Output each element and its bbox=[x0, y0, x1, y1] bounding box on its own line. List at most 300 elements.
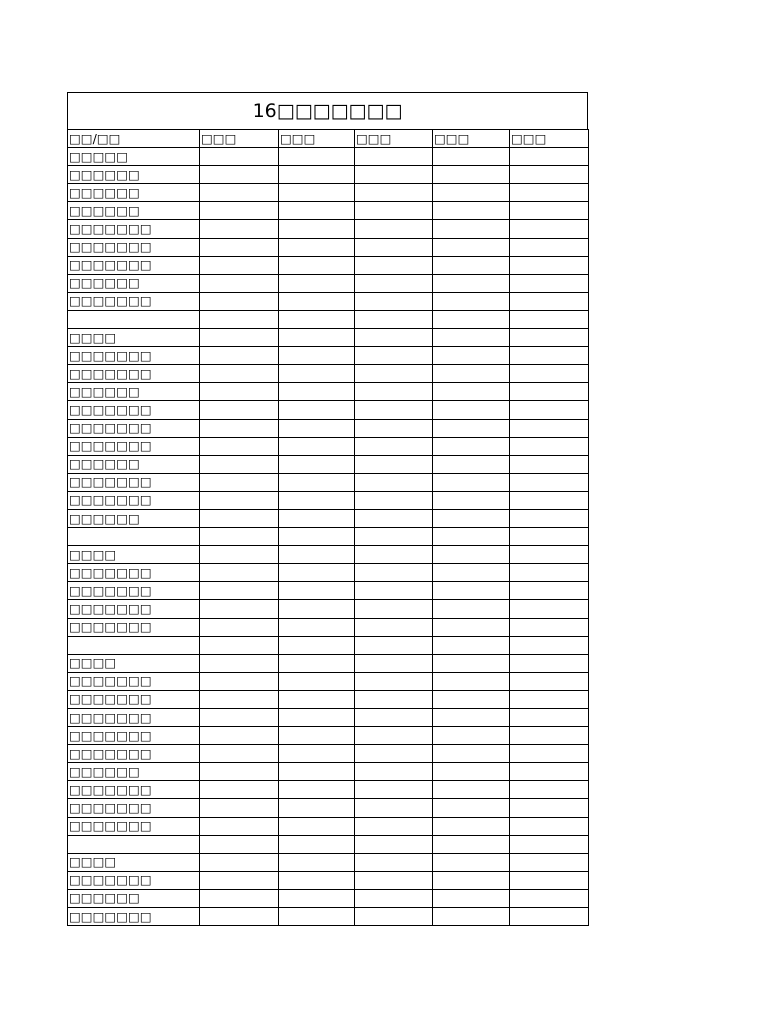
table-row bbox=[68, 491, 589, 509]
table-cell[interactable] bbox=[200, 690, 279, 708]
table-row bbox=[68, 817, 589, 835]
table-cell[interactable] bbox=[200, 889, 279, 907]
table-cell[interactable] bbox=[433, 292, 510, 310]
table-cell[interactable] bbox=[355, 292, 433, 310]
table-cell[interactable] bbox=[433, 202, 510, 220]
table-cell[interactable] bbox=[433, 546, 510, 564]
table-row bbox=[68, 799, 589, 817]
table-cell[interactable] bbox=[433, 509, 510, 527]
table-cell[interactable] bbox=[279, 871, 355, 889]
table-cell[interactable] bbox=[433, 908, 510, 926]
table-cell[interactable] bbox=[200, 908, 279, 926]
table-cell[interactable] bbox=[355, 564, 433, 582]
table-cell[interactable] bbox=[279, 690, 355, 708]
table-cell[interactable] bbox=[433, 636, 510, 654]
table-cell[interactable] bbox=[355, 582, 433, 600]
table-cell[interactable] bbox=[510, 401, 589, 419]
table-cell[interactable] bbox=[433, 401, 510, 419]
table-row bbox=[68, 220, 589, 238]
table-cell[interactable] bbox=[279, 528, 355, 546]
table-cell[interactable] bbox=[279, 908, 355, 926]
table-cell[interactable] bbox=[200, 853, 279, 871]
table-cell[interactable] bbox=[355, 419, 433, 437]
table-cell[interactable] bbox=[510, 383, 589, 401]
table-cell[interactable] bbox=[279, 781, 355, 799]
table-cell[interactable] bbox=[510, 148, 589, 166]
header-cell[interactable]: □□□ bbox=[355, 130, 433, 148]
table-cell[interactable] bbox=[433, 148, 510, 166]
table-cell[interactable] bbox=[355, 437, 433, 455]
row-label-cell[interactable]: □□□□□□ bbox=[68, 202, 200, 220]
table-cell[interactable] bbox=[433, 473, 510, 491]
row-label-cell[interactable]: □□□□□□ bbox=[68, 763, 200, 781]
table-cell[interactable] bbox=[200, 654, 279, 672]
table-cell[interactable] bbox=[510, 184, 589, 202]
row-label-cell[interactable]: □□□□□□□ bbox=[68, 709, 200, 727]
table-cell[interactable] bbox=[510, 455, 589, 473]
table-cell[interactable] bbox=[279, 166, 355, 184]
row-label-cell[interactable]: □□□□□□ bbox=[68, 455, 200, 473]
table-cell[interactable] bbox=[200, 329, 279, 347]
table-cell[interactable] bbox=[279, 401, 355, 419]
table-cell[interactable] bbox=[433, 781, 510, 799]
row-label-cell[interactable]: □□□□□ bbox=[68, 148, 200, 166]
table-cell[interactable] bbox=[200, 166, 279, 184]
table-cell[interactable] bbox=[279, 491, 355, 509]
table-cell[interactable] bbox=[510, 889, 589, 907]
table-cell[interactable] bbox=[355, 256, 433, 274]
header-cell[interactable]: □□/□□ bbox=[68, 130, 200, 148]
table-cell[interactable] bbox=[510, 835, 589, 853]
row-label-cell[interactable]: □□□□□□□ bbox=[68, 745, 200, 763]
table-row bbox=[68, 618, 589, 636]
row-label-cell[interactable]: □□□□□□□ bbox=[68, 600, 200, 618]
table-row bbox=[68, 365, 589, 383]
table-cell[interactable] bbox=[510, 582, 589, 600]
table-row bbox=[68, 473, 589, 491]
table-cell[interactable] bbox=[510, 256, 589, 274]
row-label-cell[interactable]: □□□□ bbox=[68, 853, 200, 871]
table-cell[interactable] bbox=[433, 184, 510, 202]
table-cell[interactable] bbox=[433, 618, 510, 636]
table-row bbox=[68, 528, 589, 546]
table-row bbox=[68, 383, 589, 401]
table-cell[interactable] bbox=[510, 709, 589, 727]
table-cell[interactable] bbox=[510, 799, 589, 817]
table-row bbox=[68, 745, 589, 763]
table-cell[interactable] bbox=[510, 220, 589, 238]
table-cell[interactable] bbox=[200, 709, 279, 727]
table-cell[interactable] bbox=[355, 853, 433, 871]
table-cell[interactable] bbox=[433, 690, 510, 708]
row-label-cell[interactable]: □□□□□□□ bbox=[68, 564, 200, 582]
table-cell[interactable] bbox=[200, 509, 279, 527]
sheet-title: 16□□□□□□□ bbox=[67, 92, 588, 129]
table-cell[interactable] bbox=[279, 256, 355, 274]
table-cell[interactable] bbox=[433, 799, 510, 817]
table-cell[interactable] bbox=[355, 636, 433, 654]
table-row bbox=[68, 709, 589, 727]
table-cell[interactable] bbox=[355, 709, 433, 727]
table-cell[interactable] bbox=[433, 745, 510, 763]
table-cell[interactable] bbox=[510, 347, 589, 365]
table-cell[interactable] bbox=[355, 546, 433, 564]
row-label-cell[interactable]: □□□□□□□ bbox=[68, 292, 200, 310]
table-cell[interactable] bbox=[355, 799, 433, 817]
table-row bbox=[68, 329, 589, 347]
table-row bbox=[68, 256, 589, 274]
table-cell[interactable] bbox=[355, 908, 433, 926]
header-cell[interactable]: □□□ bbox=[433, 130, 510, 148]
table-cell[interactable] bbox=[200, 310, 279, 328]
table-cell[interactable] bbox=[433, 419, 510, 437]
table-cell[interactable] bbox=[279, 546, 355, 564]
table-cell[interactable] bbox=[200, 781, 279, 799]
table-cell[interactable] bbox=[433, 564, 510, 582]
table-cell[interactable] bbox=[200, 437, 279, 455]
table-cell[interactable] bbox=[510, 274, 589, 292]
row-label-cell[interactable] bbox=[68, 835, 200, 853]
table-cell[interactable] bbox=[510, 745, 589, 763]
table-cell[interactable] bbox=[510, 546, 589, 564]
table-cell[interactable] bbox=[433, 853, 510, 871]
table-cell[interactable] bbox=[279, 654, 355, 672]
data-table bbox=[67, 129, 589, 926]
table-cell[interactable] bbox=[433, 582, 510, 600]
table-cell[interactable] bbox=[200, 799, 279, 817]
table-cell[interactable] bbox=[433, 817, 510, 835]
table-cell[interactable] bbox=[510, 473, 589, 491]
table-cell[interactable] bbox=[355, 889, 433, 907]
row-label-cell[interactable]: □□□□□□□ bbox=[68, 781, 200, 799]
table-cell[interactable] bbox=[279, 799, 355, 817]
table-cell[interactable] bbox=[200, 274, 279, 292]
table-cell[interactable] bbox=[279, 365, 355, 383]
table-cell[interactable] bbox=[510, 853, 589, 871]
table-row bbox=[68, 238, 589, 256]
table-cell[interactable] bbox=[510, 908, 589, 926]
header-row bbox=[68, 130, 589, 148]
table-cell[interactable] bbox=[510, 871, 589, 889]
table-row bbox=[68, 546, 589, 564]
table-row bbox=[68, 564, 589, 582]
table-cell[interactable] bbox=[433, 365, 510, 383]
table-cell[interactable] bbox=[200, 220, 279, 238]
row-label-cell[interactable]: □□□□□□□ bbox=[68, 672, 200, 690]
table-cell[interactable] bbox=[279, 763, 355, 781]
table-cell[interactable] bbox=[355, 184, 433, 202]
table-cell[interactable] bbox=[355, 781, 433, 799]
table-cell[interactable] bbox=[279, 274, 355, 292]
table-row bbox=[68, 781, 589, 799]
table-cell[interactable] bbox=[355, 148, 433, 166]
table-cell[interactable] bbox=[279, 564, 355, 582]
table-cell[interactable] bbox=[200, 636, 279, 654]
row-label-cell[interactable]: □□□□□□□ bbox=[68, 256, 200, 274]
table-row bbox=[68, 908, 589, 926]
table-cell[interactable] bbox=[355, 347, 433, 365]
table-cell[interactable] bbox=[433, 871, 510, 889]
table-cell[interactable] bbox=[355, 220, 433, 238]
table-cell[interactable] bbox=[510, 509, 589, 527]
table-cell[interactable] bbox=[433, 347, 510, 365]
table-row bbox=[68, 347, 589, 365]
table-cell[interactable] bbox=[433, 256, 510, 274]
table-cell[interactable] bbox=[510, 437, 589, 455]
table-cell[interactable] bbox=[510, 329, 589, 347]
table-cell[interactable] bbox=[279, 889, 355, 907]
table-cell[interactable] bbox=[279, 383, 355, 401]
table-cell[interactable] bbox=[279, 582, 355, 600]
table-cell[interactable] bbox=[510, 365, 589, 383]
table-cell[interactable] bbox=[433, 310, 510, 328]
table-cell[interactable] bbox=[279, 220, 355, 238]
row-label-cell[interactable]: □□□□□□□ bbox=[68, 365, 200, 383]
row-label-cell[interactable]: □□□□□□ bbox=[68, 889, 200, 907]
table-cell[interactable] bbox=[200, 365, 279, 383]
table-cell[interactable] bbox=[200, 817, 279, 835]
table-cell[interactable] bbox=[510, 618, 589, 636]
table-cell[interactable] bbox=[433, 455, 510, 473]
table-cell[interactable] bbox=[433, 274, 510, 292]
table-cell[interactable] bbox=[433, 329, 510, 347]
table-cell[interactable] bbox=[355, 727, 433, 745]
table-cell[interactable] bbox=[433, 654, 510, 672]
table-cell[interactable] bbox=[355, 455, 433, 473]
table-cell[interactable] bbox=[200, 871, 279, 889]
table-cell[interactable] bbox=[279, 329, 355, 347]
row-label-cell[interactable]: □□□□□□□ bbox=[68, 908, 200, 926]
table-cell[interactable] bbox=[279, 292, 355, 310]
table-cell[interactable] bbox=[200, 238, 279, 256]
row-label-cell[interactable]: □□□□□□ bbox=[68, 383, 200, 401]
table-cell[interactable] bbox=[355, 383, 433, 401]
table-cell[interactable] bbox=[510, 528, 589, 546]
table-cell[interactable] bbox=[433, 437, 510, 455]
table-cell[interactable] bbox=[279, 148, 355, 166]
table-cell[interactable] bbox=[433, 600, 510, 618]
table-cell[interactable] bbox=[510, 419, 589, 437]
table-cell[interactable] bbox=[200, 564, 279, 582]
table-cell[interactable] bbox=[510, 781, 589, 799]
table-cell[interactable] bbox=[200, 491, 279, 509]
table-cell[interactable] bbox=[510, 166, 589, 184]
table-cell[interactable] bbox=[279, 727, 355, 745]
table-row bbox=[68, 166, 589, 184]
table-cell[interactable] bbox=[279, 672, 355, 690]
table-cell[interactable] bbox=[279, 202, 355, 220]
table-cell[interactable] bbox=[200, 546, 279, 564]
table-cell[interactable] bbox=[510, 817, 589, 835]
header-cell[interactable]: □□□ bbox=[279, 130, 355, 148]
table-cell[interactable] bbox=[279, 600, 355, 618]
table-cell[interactable] bbox=[433, 889, 510, 907]
table-cell[interactable] bbox=[433, 727, 510, 745]
table-row bbox=[68, 889, 589, 907]
row-label-cell[interactable]: □□□□□□□ bbox=[68, 347, 200, 365]
table-cell[interactable] bbox=[200, 835, 279, 853]
table-cell[interactable] bbox=[510, 690, 589, 708]
table-row bbox=[68, 853, 589, 871]
table-cell[interactable] bbox=[433, 763, 510, 781]
table-row bbox=[68, 763, 589, 781]
table-cell[interactable] bbox=[279, 745, 355, 763]
table-cell[interactable] bbox=[200, 473, 279, 491]
row-label-cell[interactable]: □□□□□□□ bbox=[68, 618, 200, 636]
row-label-cell[interactable]: □□□□□□□ bbox=[68, 437, 200, 455]
header-cell[interactable]: □□□ bbox=[200, 130, 279, 148]
table-cell[interactable] bbox=[355, 817, 433, 835]
table-cell[interactable] bbox=[200, 184, 279, 202]
table-cell[interactable] bbox=[279, 618, 355, 636]
table-cell[interactable] bbox=[200, 401, 279, 419]
table-cell[interactable] bbox=[355, 654, 433, 672]
row-label-cell[interactable]: □□□□□□□ bbox=[68, 727, 200, 745]
row-label-cell[interactable]: □□□□□□□ bbox=[68, 799, 200, 817]
table-cell[interactable] bbox=[355, 509, 433, 527]
table-cell[interactable] bbox=[355, 871, 433, 889]
row-label-cell[interactable]: □□□□□□ bbox=[68, 184, 200, 202]
table-cell[interactable] bbox=[510, 292, 589, 310]
row-label-cell[interactable]: □□□□□□□ bbox=[68, 238, 200, 256]
table-cell[interactable] bbox=[279, 473, 355, 491]
table-cell[interactable] bbox=[355, 618, 433, 636]
table-cell[interactable] bbox=[200, 419, 279, 437]
table-row bbox=[68, 672, 589, 690]
table-row bbox=[68, 600, 589, 618]
table-cell[interactable] bbox=[355, 166, 433, 184]
table-cell[interactable] bbox=[355, 745, 433, 763]
table-cell[interactable] bbox=[433, 672, 510, 690]
table-cell[interactable] bbox=[355, 238, 433, 256]
table-cell[interactable] bbox=[510, 238, 589, 256]
table-cell[interactable] bbox=[279, 709, 355, 727]
table-cell[interactable] bbox=[200, 727, 279, 745]
table-cell[interactable] bbox=[200, 745, 279, 763]
table-cell[interactable] bbox=[510, 636, 589, 654]
table-cell[interactable] bbox=[200, 600, 279, 618]
table-cell[interactable] bbox=[433, 383, 510, 401]
table-cell[interactable] bbox=[355, 600, 433, 618]
table-row bbox=[68, 292, 589, 310]
table-cell[interactable] bbox=[279, 817, 355, 835]
table-row bbox=[68, 437, 589, 455]
table-cell[interactable] bbox=[510, 727, 589, 745]
table-cell[interactable] bbox=[200, 672, 279, 690]
table-cell[interactable] bbox=[510, 564, 589, 582]
table-cell[interactable] bbox=[355, 310, 433, 328]
table-cell[interactable] bbox=[433, 491, 510, 509]
table-cell[interactable] bbox=[279, 636, 355, 654]
row-label-cell[interactable] bbox=[68, 636, 200, 654]
table-cell[interactable] bbox=[355, 672, 433, 690]
table-cell[interactable] bbox=[355, 401, 433, 419]
table-cell[interactable] bbox=[279, 853, 355, 871]
table-cell[interactable] bbox=[510, 491, 589, 509]
table-cell[interactable] bbox=[355, 274, 433, 292]
table-cell[interactable] bbox=[355, 329, 433, 347]
row-label-cell[interactable]: □□□□ bbox=[68, 654, 200, 672]
row-label-cell[interactable]: □□□□ bbox=[68, 546, 200, 564]
table-cell[interactable] bbox=[510, 763, 589, 781]
row-label-cell[interactable]: □□□□□□□ bbox=[68, 871, 200, 889]
table-cell[interactable] bbox=[510, 202, 589, 220]
table-cell[interactable] bbox=[200, 383, 279, 401]
row-label-cell[interactable]: □□□□□□□ bbox=[68, 473, 200, 491]
table-cell[interactable] bbox=[510, 310, 589, 328]
table-cell[interactable] bbox=[510, 600, 589, 618]
row-label-cell[interactable]: □□□□□□□ bbox=[68, 690, 200, 708]
table-cell[interactable] bbox=[433, 220, 510, 238]
row-label-cell[interactable]: □□□□□□□ bbox=[68, 582, 200, 600]
table-cell[interactable] bbox=[355, 491, 433, 509]
table-cell[interactable] bbox=[279, 455, 355, 473]
row-label-cell[interactable]: □□□□□□□ bbox=[68, 220, 200, 238]
table-cell[interactable] bbox=[433, 528, 510, 546]
row-label-cell[interactable]: □□□□ bbox=[68, 329, 200, 347]
row-label-cell[interactable]: □□□□□□□ bbox=[68, 401, 200, 419]
table-row bbox=[68, 184, 589, 202]
table-cell[interactable] bbox=[279, 184, 355, 202]
table-cell[interactable] bbox=[355, 763, 433, 781]
table-cell[interactable] bbox=[279, 509, 355, 527]
table-cell[interactable] bbox=[355, 528, 433, 546]
table-cell[interactable] bbox=[279, 347, 355, 365]
header-cell[interactable]: □□□ bbox=[510, 130, 589, 148]
row-label-cell[interactable] bbox=[68, 528, 200, 546]
table-cell[interactable] bbox=[433, 709, 510, 727]
row-label-cell[interactable]: □□□□□□ bbox=[68, 509, 200, 527]
row-label-cell[interactable]: □□□□□□ bbox=[68, 166, 200, 184]
row-label-cell[interactable]: □□□□□□□ bbox=[68, 491, 200, 509]
row-label-cell[interactable]: □□□□□□□ bbox=[68, 817, 200, 835]
table-cell[interactable] bbox=[355, 365, 433, 383]
table-cell[interactable] bbox=[279, 419, 355, 437]
table-row bbox=[68, 509, 589, 527]
table-cell[interactable] bbox=[200, 347, 279, 365]
table-cell[interactable] bbox=[200, 763, 279, 781]
table-cell[interactable] bbox=[355, 690, 433, 708]
table-row bbox=[68, 310, 589, 328]
table-cell[interactable] bbox=[279, 238, 355, 256]
table-cell[interactable] bbox=[279, 835, 355, 853]
table-cell[interactable] bbox=[433, 835, 510, 853]
table-cell[interactable] bbox=[200, 148, 279, 166]
row-label-cell[interactable]: □□□□□□ bbox=[68, 274, 200, 292]
table-cell[interactable] bbox=[433, 166, 510, 184]
table-cell[interactable] bbox=[200, 528, 279, 546]
table-cell[interactable] bbox=[279, 437, 355, 455]
row-label-cell[interactable] bbox=[68, 310, 200, 328]
table-cell[interactable] bbox=[200, 455, 279, 473]
table-cell[interactable] bbox=[200, 582, 279, 600]
table-cell[interactable] bbox=[200, 256, 279, 274]
row-label-cell[interactable]: □□□□□□□ bbox=[68, 419, 200, 437]
table-cell[interactable] bbox=[510, 672, 589, 690]
table-cell[interactable] bbox=[279, 310, 355, 328]
table-cell[interactable] bbox=[355, 835, 433, 853]
table-cell[interactable] bbox=[200, 202, 279, 220]
table-cell[interactable] bbox=[355, 202, 433, 220]
table-cell[interactable] bbox=[355, 473, 433, 491]
table-row bbox=[68, 835, 589, 853]
table-cell[interactable] bbox=[200, 618, 279, 636]
table-cell[interactable] bbox=[510, 654, 589, 672]
table-row bbox=[68, 419, 589, 437]
table-row bbox=[68, 690, 589, 708]
table-cell[interactable] bbox=[433, 238, 510, 256]
table-cell[interactable] bbox=[200, 292, 279, 310]
